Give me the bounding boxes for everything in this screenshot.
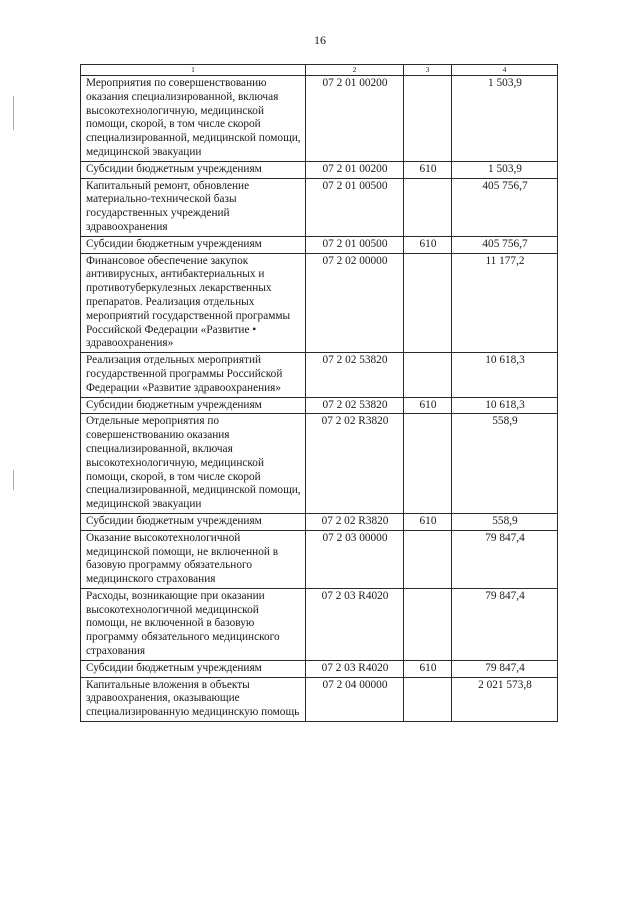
expense-type-cell: 610 <box>404 397 452 414</box>
column-header: 3 <box>404 65 452 76</box>
column-header: 2 <box>306 65 404 76</box>
expense-type-cell <box>404 530 452 588</box>
expense-name-cell: Капитальные вложения в объекты здравоохранения, оказывающие специализированную медицинскую помощь <box>81 677 306 721</box>
table-row <box>81 513 558 530</box>
expense-type-cell <box>404 178 452 236</box>
page-number: 16 <box>314 33 326 47</box>
expense-name-cell: Субсидии бюджетным учреждениям <box>81 236 306 253</box>
amount-cell: 405 756,7 <box>452 236 558 253</box>
scan-margin-mark <box>13 96 14 130</box>
expense-type-cell <box>404 76 452 162</box>
table-row <box>81 76 558 162</box>
amount-cell: 558,9 <box>452 414 558 514</box>
target-code-cell: 07 2 01 00500 <box>306 236 404 253</box>
target-code-cell: 07 2 03 R4020 <box>306 588 404 660</box>
target-code-cell: 07 2 01 00200 <box>306 76 404 162</box>
expense-type-cell: 610 <box>404 660 452 677</box>
expense-type-cell <box>404 414 452 514</box>
amount-cell: 558,9 <box>452 513 558 530</box>
amount-cell: 10 618,3 <box>452 397 558 414</box>
target-code-cell: 07 2 02 R3820 <box>306 513 404 530</box>
expense-type-cell <box>404 353 452 397</box>
table-row <box>81 677 558 721</box>
expense-name-cell: Мероприятия по совершенствованию оказания специализированной, включая высокотехнологичную, медицинской помощи, скорой, в том числе скорой специализированной, медицинской помощи, медицинской эвакуации <box>81 76 306 162</box>
column-header: 4 <box>452 65 558 76</box>
table-row <box>81 414 558 514</box>
target-code-cell: 07 2 03 R4020 <box>306 660 404 677</box>
table-row <box>81 253 558 353</box>
expense-name-cell: Расходы, возникающие при оказании высокотехнологичной медицинской помощи, не включенной в базовую программу обязательного медицинского страхования <box>81 588 306 660</box>
amount-cell: 79 847,4 <box>452 660 558 677</box>
expense-type-cell: 610 <box>404 236 452 253</box>
target-code-cell: 07 2 02 53820 <box>306 353 404 397</box>
expense-type-cell: 610 <box>404 513 452 530</box>
target-code-cell: 07 2 02 53820 <box>306 397 404 414</box>
table-row <box>81 161 558 178</box>
expense-name-cell: Реализация отдельных мероприятий государственной программы Российской Федерации «Развитие здравоохранения» <box>81 353 306 397</box>
amount-cell: 2 021 573,8 <box>452 677 558 721</box>
table-row <box>81 530 558 588</box>
amount-cell: 1 503,9 <box>452 161 558 178</box>
scan-margin-mark <box>13 470 14 490</box>
expense-type-cell <box>404 253 452 353</box>
table-row <box>81 660 558 677</box>
budget-table <box>80 64 558 722</box>
table-row <box>81 353 558 397</box>
target-code-cell: 07 2 01 00500 <box>306 178 404 236</box>
expense-type-cell: 610 <box>404 161 452 178</box>
column-header: 1 <box>81 65 306 76</box>
amount-cell: 11 177,2 <box>452 253 558 353</box>
expense-name-cell: Оказание высокотехнологичной медицинской помощи, не включенной в базовую программу обязательного медицинского страхования <box>81 530 306 588</box>
expense-type-cell <box>404 677 452 721</box>
amount-cell: 1 503,9 <box>452 76 558 162</box>
amount-cell: 405 756,7 <box>452 178 558 236</box>
expense-name-cell: Субсидии бюджетным учреждениям <box>81 397 306 414</box>
target-code-cell: 07 2 02 00000 <box>306 253 404 353</box>
expense-name-cell: Субсидии бюджетным учреждениям <box>81 660 306 677</box>
target-code-cell: 07 2 02 R3820 <box>306 414 404 514</box>
table-row <box>81 236 558 253</box>
table-row <box>81 397 558 414</box>
table-header-row <box>81 65 558 76</box>
target-code-cell: 07 2 04 00000 <box>306 677 404 721</box>
expense-name-cell: Капитальный ремонт, обновление материально-технической базы государственных учреждений здравоохранения <box>81 178 306 236</box>
table-row <box>81 588 558 660</box>
target-code-cell: 07 2 01 00200 <box>306 161 404 178</box>
expense-name-cell: Финансовое обеспечение закупок антивирусных, антибактериальных и противотуберкулезных лекарственных препаратов. Реализация отдельных мероприятий государственной программы Российской Федерации «Развитие • здравоохранения» <box>81 253 306 353</box>
expense-name-cell: Субсидии бюджетным учреждениям <box>81 161 306 178</box>
amount-cell: 79 847,4 <box>452 588 558 660</box>
expense-type-cell <box>404 588 452 660</box>
amount-cell: 10 618,3 <box>452 353 558 397</box>
expense-name-cell: Субсидии бюджетным учреждениям <box>81 513 306 530</box>
target-code-cell: 07 2 03 00000 <box>306 530 404 588</box>
amount-cell: 79 847,4 <box>452 530 558 588</box>
expense-name-cell: Отдельные мероприятия по совершенствованию оказания специализированной, включая высокотехнологичную, медицинской помощи, скорой, в том числе скорой специализированной, медицинской помощи, медицинской эвакуации <box>81 414 306 514</box>
table-row <box>81 178 558 236</box>
